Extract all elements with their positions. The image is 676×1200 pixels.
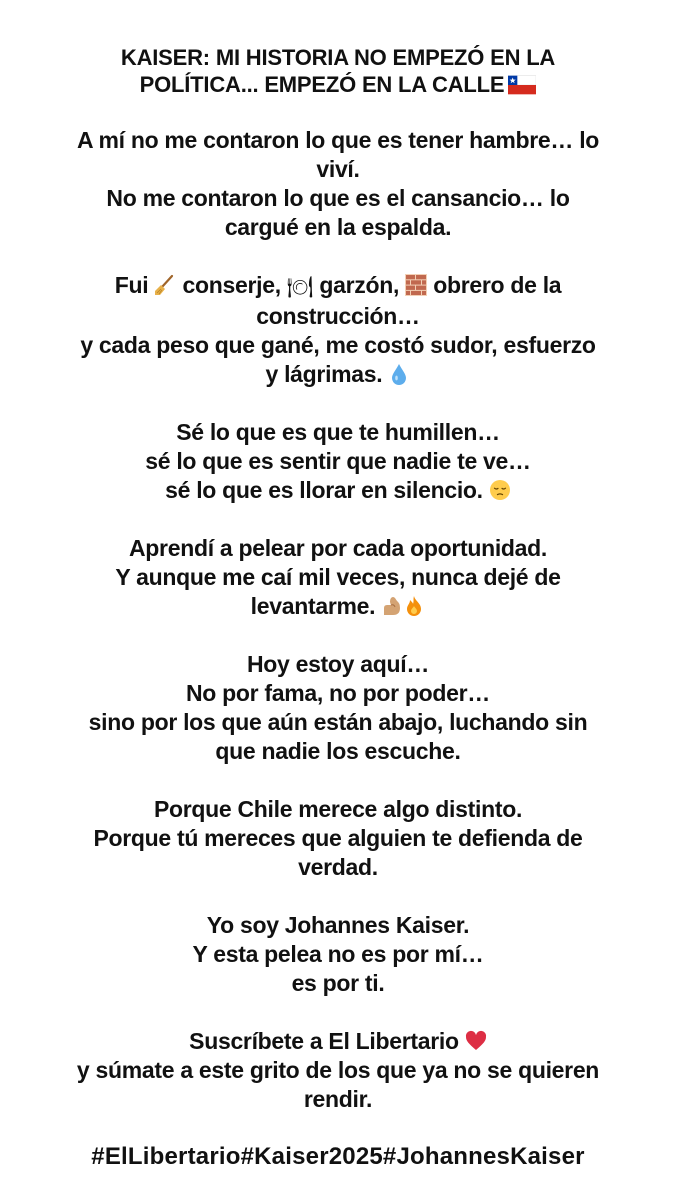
jobs-line-1: [52, 271, 624, 302]
hashtags: #ElLibertario#Kaiser2025#JohannesKaiser: [91, 1143, 585, 1170]
here-line-2: No por fama, no por poder…: [186, 680, 490, 706]
humble-line-2: sé lo que es sentir que nadie te ve…: [145, 448, 531, 474]
plate-cutlery-icon: 🍽: [286, 275, 314, 299]
kaiser-line-3: es por ti.: [291, 970, 385, 996]
jobs-garzon: garzón,: [319, 272, 400, 298]
subscribe-line-1: [52, 1027, 624, 1056]
hunger-line-3: No me contaron lo que es el cansancio… lo: [106, 185, 570, 211]
hunger-line-4: cargué en la espalda.: [224, 214, 452, 240]
paragraph-humble: [52, 418, 624, 505]
subscribe-text: Suscríbete a El Libertario: [189, 1028, 459, 1054]
paragraph-fight: [52, 534, 624, 621]
flexed-bicep-icon: [381, 595, 403, 617]
hunger-line-2: viví.: [316, 156, 360, 182]
kaiser-line-2: Y esta pelea no es por mí…: [192, 941, 484, 967]
jobs-obrero: obrero de la: [433, 272, 562, 298]
humble-line-3: [52, 476, 624, 505]
humble-silence: sé lo que es llorar en silencio.: [165, 477, 483, 503]
fight-line-2: Y aunque me caí mil veces, nunca dejé de: [115, 564, 561, 590]
broom-icon: [154, 274, 176, 296]
chile-flag-icon: [508, 75, 536, 95]
paragraph-chile: [52, 795, 624, 882]
jobs-line-2: construcción…: [256, 303, 420, 329]
paragraph-here: [52, 650, 624, 766]
paragraph-jobs: [52, 271, 624, 389]
title-line-2: POLÍTICA... EMPEZÓ EN LA CALLE: [139, 72, 505, 97]
title-line-1: KAISER: MI HISTORIA NO EMPEZÓ EN LA: [120, 45, 556, 70]
paragraph-hunger: [52, 126, 624, 242]
title-line-2-wrap: [52, 71, 624, 98]
paragraph-subscribe: [52, 1027, 624, 1114]
fire-icon: [403, 595, 425, 617]
droplet-icon: [388, 363, 410, 385]
here-line-1: Hoy estoy aquí…: [246, 651, 430, 677]
paragraph-kaiser: [52, 911, 624, 998]
humble-line-1: Sé lo que es que te humillen…: [176, 419, 500, 445]
chile-line-3: verdad.: [298, 854, 378, 880]
fight-line-3: [52, 592, 624, 621]
here-line-4: que nadie los escuche.: [215, 738, 461, 764]
jobs-lagrimas: y lágrimas.: [265, 361, 383, 387]
fight-line-1: Aprendí a pelear por cada oportunidad.: [129, 535, 547, 561]
subscribe-line-2: y súmate a este grito de los que ya no se quieren: [76, 1057, 600, 1083]
red-heart-icon: [465, 1030, 487, 1052]
post-title: [52, 44, 624, 98]
pensive-face-icon: [489, 479, 511, 501]
jobs-fui: Fui: [114, 272, 149, 298]
subscribe-line-3: rendir.: [303, 1086, 373, 1112]
jobs-line-3: y cada peso que gané, me costó sudor, esfuerzo: [80, 332, 596, 358]
chile-line-1: Porque Chile merece algo distinto.: [153, 796, 523, 822]
jobs-line-4: [52, 360, 624, 389]
chile-line-2: Porque tú mereces que alguien te defienda de: [93, 825, 583, 851]
brick-icon: [405, 274, 427, 296]
jobs-conserje: conserje,: [182, 272, 281, 298]
here-line-3: sino por los que aún están abajo, luchando sin: [88, 709, 588, 735]
hunger-line-1: A mí no me contaron lo que es tener hambre… lo: [76, 127, 600, 153]
fight-levantarme: levantarme.: [250, 593, 376, 619]
kaiser-line-1: Yo soy Johannes Kaiser.: [206, 912, 470, 938]
